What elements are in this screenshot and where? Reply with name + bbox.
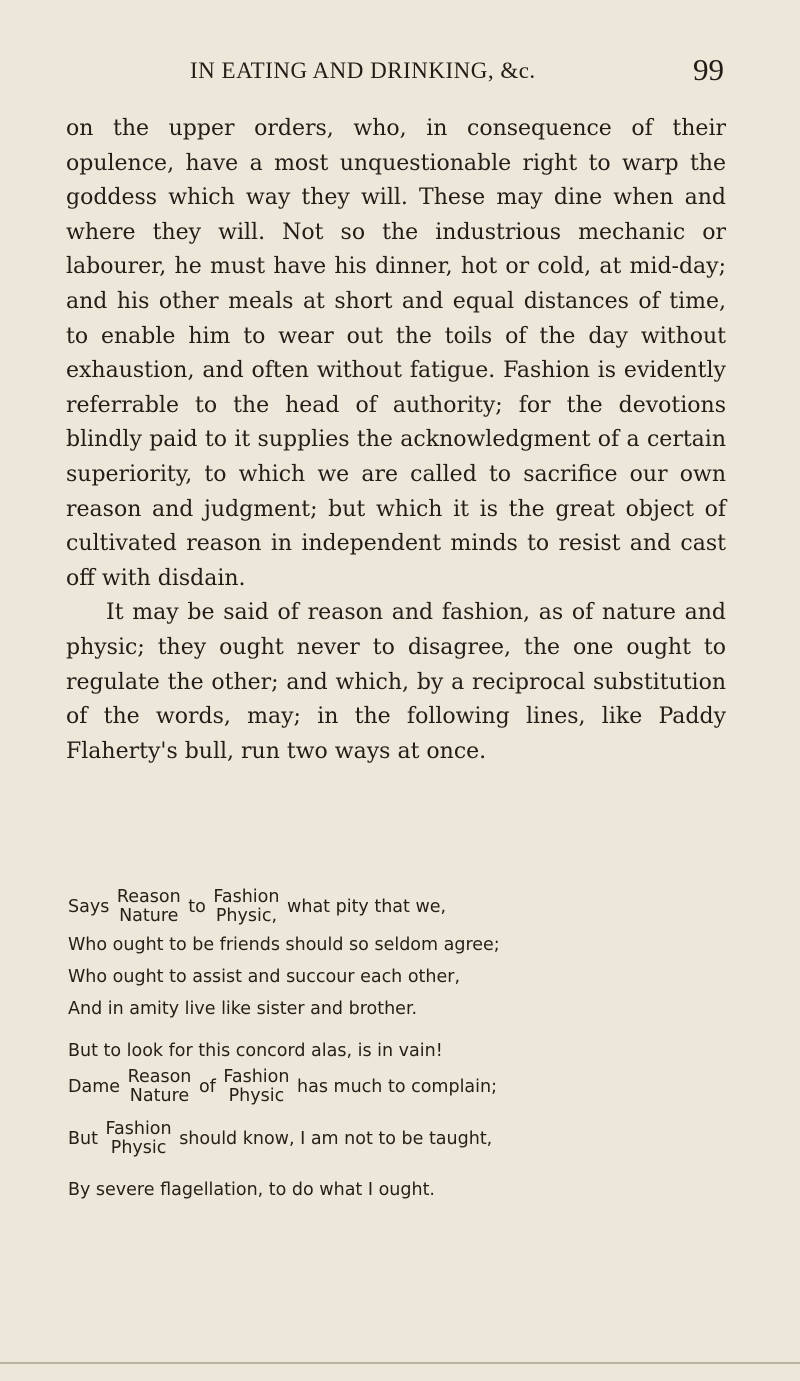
alt-word-bottom: Nature: [119, 906, 179, 926]
running-title: IN EATING AND DRINKING, &c.: [190, 58, 536, 83]
verse-line-6: [68, 1068, 497, 1106]
alternate-words: [128, 1068, 192, 1106]
verse-word: of: [198, 1077, 216, 1097]
page-edge-rule: [0, 1362, 800, 1364]
verse-word: what pity that we,: [287, 897, 447, 917]
verse-line-1: [68, 888, 446, 926]
alt-word-top: Fashion: [213, 887, 280, 907]
alt-word-bottom: Nature: [129, 1086, 190, 1106]
alternate-words: [106, 1120, 172, 1158]
verse-word: has much to complain;: [297, 1077, 498, 1097]
alt-word-top: Reason: [116, 887, 181, 907]
alt-word-bottom: Physic: [110, 1138, 167, 1158]
verse-word: Dame: [68, 1077, 121, 1097]
verse-word: to: [188, 897, 206, 917]
alt-word-top: Fashion: [105, 1119, 172, 1139]
prose-body: [66, 112, 726, 769]
running-header: [66, 50, 724, 90]
alt-word-top: Reason: [127, 1067, 192, 1087]
page-number: 99: [693, 52, 724, 87]
verse-line-3: Who ought to assist and succour each other,: [68, 967, 461, 987]
alt-word-bottom: Physic,: [215, 906, 278, 926]
alternate-words: [117, 888, 181, 926]
paragraph-1: on the upper orders, who, in consequence of their opulence, have a most unquestionable right to warp the goddess which way they will. These may dine when and where they will. Not so the industrious mechanic or labourer, he must have his dinner, hot or cold, at mid-day; and his other meals at short and equal distances of time, to enable him to wear out the toils of the day without exhaustion, and often without fatigue. Fashion is evidently referrable to the head of authority; for the devotions blindly paid to it supplies the acknowledgment of a certain superiority, to which we are called to sacrifice our own reason and judgment; but which it is the great object of cultivated reason in independent minds to resist and cast off with disdain.: [66, 116, 726, 591]
verse-word: But: [68, 1129, 98, 1149]
alt-word-top: Fashion: [223, 1067, 290, 1087]
alt-word-bottom: Physic: [228, 1086, 285, 1106]
verse-line-4: And in amity live like sister and brother.: [68, 999, 418, 1019]
verse-word: Says: [68, 897, 110, 917]
verse-word: should know, I am not to be taught,: [179, 1129, 493, 1149]
verse-line-7: [68, 1120, 492, 1158]
verse-line-2: Who ought to be friends should so seldom agree;: [68, 935, 500, 955]
verse-line-5: But to look for this concord alas, is in vain!: [68, 1041, 443, 1061]
alternate-words: [213, 888, 279, 926]
verse-line-8: By severe flagellation, to do what I ought.: [68, 1180, 435, 1200]
alternate-words: [223, 1068, 289, 1106]
paragraph-2: It may be said of reason and fashion, as of nature and physic; they ought never to disagree, the one ought to regulate the other; and which, by a reciprocal substitution of the words, may; in the following lines, like Paddy Flaherty's bull, run two ways at once.: [66, 600, 726, 764]
